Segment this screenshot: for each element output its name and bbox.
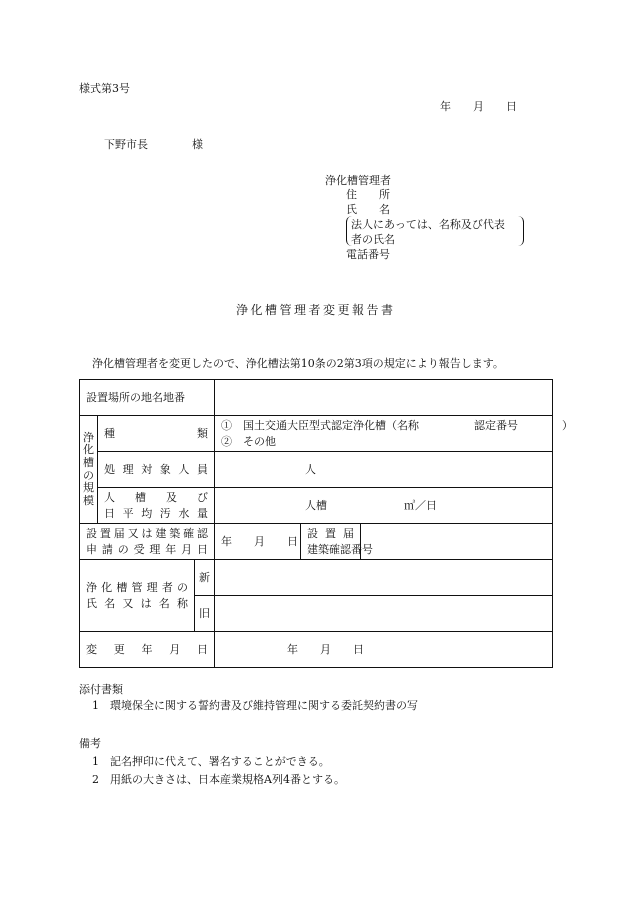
date-line: 年 月 日 xyxy=(440,100,517,113)
applicant-title: 浄化槽管理者 xyxy=(325,174,391,187)
report-table xyxy=(79,379,574,668)
confirm-number-field[interactable] xyxy=(361,524,553,560)
capacity-label: 人槽及び 日平均汚水量 xyxy=(98,488,215,524)
receipt-label: 設置届又は建築確認 申請の受理年月日 xyxy=(80,524,215,560)
addressee: 下野市長 様 xyxy=(104,138,203,151)
change-date-field[interactable]: 年 月 日 xyxy=(215,632,553,668)
notes-heading: 備考 xyxy=(79,737,101,750)
capacity-field[interactable]: 人槽 ㎥／日 xyxy=(215,488,553,524)
form-number: 様式第3号 xyxy=(79,82,130,95)
old-label: 旧 xyxy=(195,596,215,632)
applicant-address-label: 住 所 xyxy=(346,188,390,201)
new-label: 新 xyxy=(195,560,215,596)
scale-label: 浄 化 槽 の 規 模 xyxy=(80,416,98,524)
applicant-phone-label: 電話番号 xyxy=(346,248,390,261)
type-label: 種 類 xyxy=(98,416,215,452)
confirm-number-label: 設置届 建築確認番号 xyxy=(301,524,361,560)
applicant-name-label: 氏 名 xyxy=(346,203,390,216)
type-field[interactable] xyxy=(215,416,574,452)
persons-field[interactable]: 人 xyxy=(215,452,553,488)
receipt-date-field[interactable]: 年 月 日 xyxy=(215,524,301,560)
persons-label: 処理対象人員 xyxy=(98,452,215,488)
change-date-label: 変更年月日 xyxy=(80,632,215,668)
corporate-note-line-1: 法人にあっては、名称及び代表 xyxy=(351,218,505,231)
intro-text: 浄化槽管理者を変更したので、浄化槽法第10条の2第3項の規定により報告します。 xyxy=(92,357,504,370)
location-label: 設置場所の地名地番 xyxy=(80,380,215,416)
old-manager-field[interactable] xyxy=(215,596,553,632)
attachments-heading: 添付書類 xyxy=(79,683,123,696)
manager-label: 浄化槽管理者の 氏名又は名称 xyxy=(80,560,195,632)
type-option-1: ① 国土交通大臣型式認定浄化槽（名称 認定番号 ） xyxy=(221,419,574,433)
type-option-2: ② その他 xyxy=(221,434,277,448)
note-item-1: 1 記名押印に代えて、署名することができる。 xyxy=(92,755,330,768)
attachment-item-1: 1 環境保全に関する誓約書及び維持管理に関する委託契約書の写 xyxy=(92,699,418,712)
document-title: 浄化槽管理者変更報告書 xyxy=(236,303,396,317)
note-item-2: 2 用紙の大きさは、日本産業規格A列4番とする。 xyxy=(92,773,345,786)
new-manager-field[interactable] xyxy=(215,560,553,596)
location-field[interactable] xyxy=(215,380,553,416)
corporate-note-line-2: 者の氏名 xyxy=(351,233,395,246)
